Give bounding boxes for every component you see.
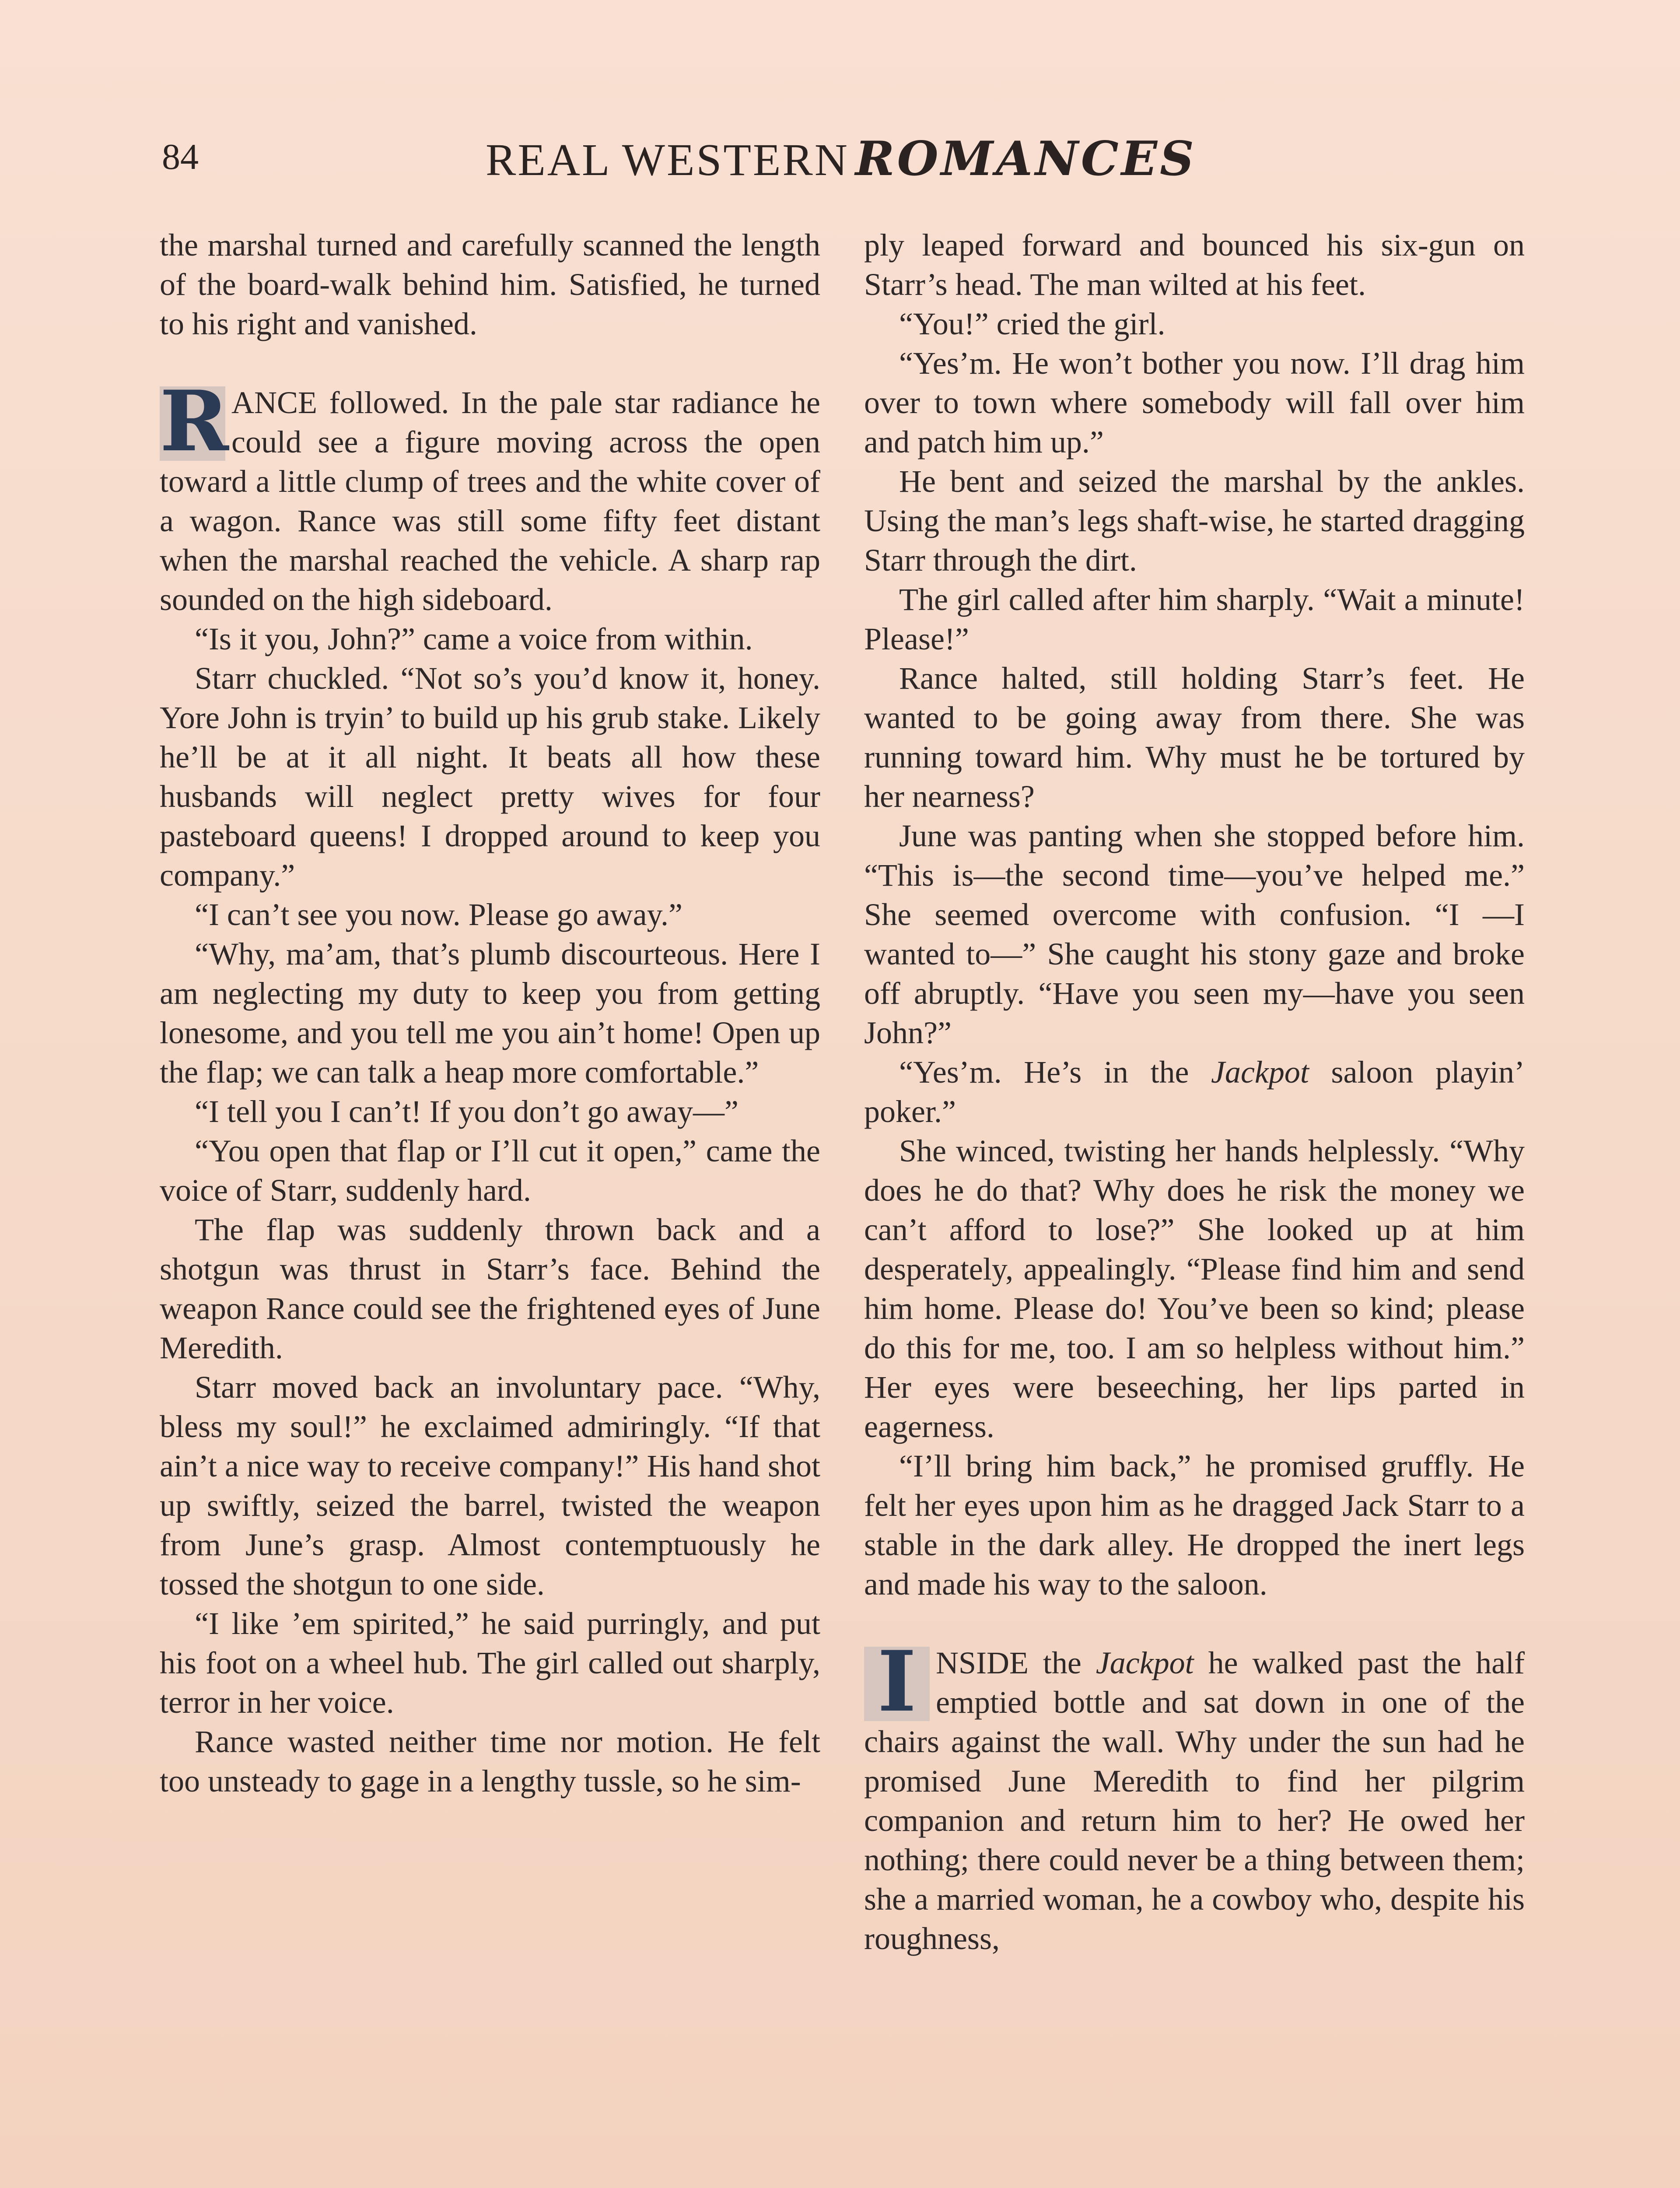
paragraph: “Is it you, John?” came a voice from within. — [195, 621, 753, 656]
paragraph: The girl called after him sharply. “Wait a minute! Please!” — [864, 582, 1525, 656]
paragraph: He bent and seized the marshal by the ankles. Using the man’s legs shaft-wise, he started dragging Starr through the dirt. — [864, 464, 1525, 578]
paragraph-text: he walked past the half emptied bottle and sat down in one of the chairs against the wall. Why under the sun had he promised June Meredith to find her pilgrim companion and return him to her? He owed her nothing; there could never be a thing between them; she a married woman, he a cowboy who, despite his roughness, — [864, 1645, 1525, 1956]
paragraph: “I can’t see you now. Please go away.” — [195, 897, 682, 932]
page-number: 84 — [162, 137, 199, 177]
running-head-romances: ROMANCES — [855, 131, 1197, 186]
paragraph: Starr moved back an involuntary pace. “Why, bless my soul!” he exclaimed admiringly. “If that ain’t a nice way to receive company!” His hand shot up swiftly, seized the barrel, twisted the weapon from June’s grasp. Almost contemptuously he tossed the shotgun to one side. — [160, 1370, 820, 1602]
paragraph: Starr chuckled. “Not so’s you’d know it, honey. Yore John is tryin’ to build up his grub stake. Likely he’ll be at it all night. It beats all how these husbands will neglect pretty wives for four pasteboard queens! I dropped around to keep you company.” — [160, 661, 820, 893]
paragraph: Rance halted, still holding Starr’s feet. He wanted to be going away from there. She was running toward him. Why must he be tortured by her nearness? — [864, 661, 1525, 814]
paragraph — [864, 1052, 1525, 1131]
paragraph: “I’ll bring him back,” he promised gruffly. He felt her eyes upon him as he dragged Jack Starr to a stable in the dark alley. He dropped the inert legs and made his way to the saloon. — [864, 1448, 1525, 1602]
paragraph-text: saloon playin’ poker.” — [864, 1055, 1525, 1129]
left-column — [160, 225, 820, 1801]
paragraph-text: NSIDE the — [936, 1645, 1096, 1680]
paragraph-text: ANCE followed. In the pale star radiance he could see a figure moving across the open toward a little clump of trees and the white cover of a wagon. Rance was still some fifty feet distant when the marshal reached the vehicle. A sharp rap sounded on the high sideboard. — [160, 385, 820, 617]
paragraph: ply leaped forward and bounced his six-gun on Starr’s head. The man wilted at his feet. — [864, 228, 1525, 302]
paragraph: June was panting when she stopped before him. “This is—the second time—you’ve helped me.” She seemed overcome with confusion. “I —I wanted to—” She caught his stony gaze and broke off abruptly. “Have you seen my—have you seen John?” — [864, 818, 1525, 1050]
running-head-real-western: REAL WESTERN — [486, 135, 849, 185]
paragraph: “Why, ma’am, that’s plumb discourteous. Here I am neglecting my duty to keep you from getting lonesome, and you tell me you ain’t home! Open up the flap; we can talk a heap more comfortable.” — [160, 936, 820, 1090]
paragraph: the marshal turned and carefully scanned the length of the board-walk behind him. Satisfied, he turned to his right and vanished. — [160, 228, 820, 341]
section-start-paragraph — [160, 372, 820, 619]
paragraph: “I tell you I can’t! If you don’t go away—” — [195, 1094, 738, 1129]
right-column — [864, 225, 1525, 1958]
drop-cap: R — [160, 372, 229, 470]
paragraph: “You!” cried the girl. — [899, 306, 1166, 341]
paragraph-text: “Yes’m. He’s in the — [899, 1055, 1211, 1090]
paragraph: Rance wasted neither time nor motion. He felt too unsteady to gage in a lengthy tussle, so he sim- — [160, 1724, 820, 1799]
paragraph: She winced, twisting her hands helplessly. “Why does he do that? Why does he risk the money we can’t afford to lose?” She looked up at him desperately, appealingly. “Please find him and send him home. Please do! You’ve been so kind; please do this for me, too. I am so helpless without him.” Her eyes were beseeching, her lips parted in eagerness. — [864, 1133, 1525, 1444]
saloon-name: Jackpot — [1211, 1055, 1309, 1090]
section-start-paragraph — [864, 1633, 1525, 1958]
paragraph: “Yes’m. He won’t bother you now. I’ll drag him over to town where somebody will fall over him and patch him up.” — [864, 346, 1525, 459]
paragraph: The flap was suddenly thrown back and a shotgun was thrust in Starr’s face. Behind the weapon Rance could see the frightened eyes of June Meredith. — [160, 1212, 820, 1365]
paragraph: “You open that flap or I’ll cut it open,” came the voice of Starr, suddenly hard. — [160, 1133, 820, 1208]
page-header — [162, 127, 1522, 197]
drop-cap: I — [864, 1647, 930, 1721]
running-head — [486, 131, 1197, 186]
saloon-name: Jackpot — [1096, 1645, 1194, 1680]
paragraph: “I like ’em spirited,” he said purringly, and put his foot on a wheel hub. The girl called out sharply, terror in her voice. — [160, 1606, 820, 1720]
